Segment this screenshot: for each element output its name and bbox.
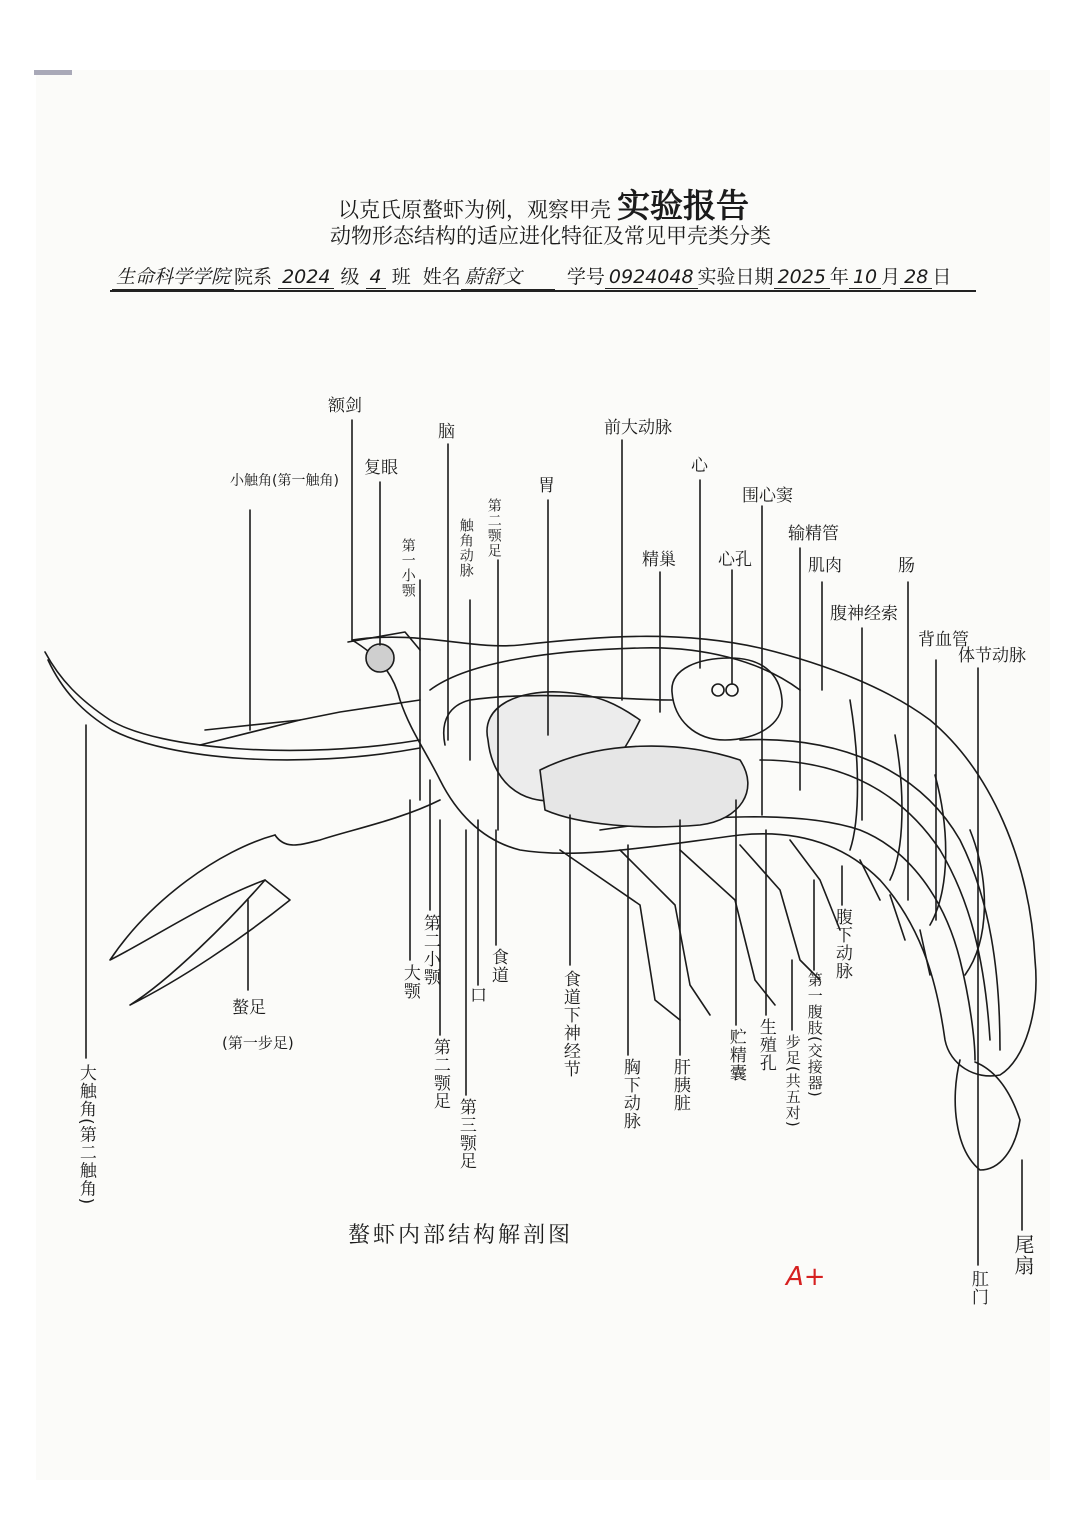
label-antenna: 大触角(第二触角) <box>75 1064 96 1206</box>
antennule-stalk <box>205 700 420 730</box>
label-seminal-vesicle: 贮精囊 <box>725 1028 746 1082</box>
walking-leg-2 <box>620 850 710 1015</box>
label-muscle: 肌肉 <box>808 556 842 576</box>
walking-leg-3 <box>680 850 775 1005</box>
label-ostium: 心孔 <box>718 550 752 570</box>
antenna-flagellum-2 <box>48 660 420 760</box>
intestine-tube <box>760 760 990 1040</box>
cheliped-claw-lower <box>130 880 290 1005</box>
month-label: 月 <box>881 266 901 288</box>
label-telson: 尾扇 <box>1011 1234 1035 1276</box>
id-label: 学号 <box>566 266 605 288</box>
label-sternal-artery: 胸下动脉 <box>619 1058 640 1130</box>
label-anterior-aorta: 前大动脉 <box>604 418 672 438</box>
day-value: 28 <box>900 266 932 289</box>
class-label: 班 <box>391 266 411 288</box>
name-value: 蔚舒文 <box>461 262 555 290</box>
label-intestine: 肠 <box>898 556 915 576</box>
body-outline <box>352 636 1036 1076</box>
label-compound-eye: 复眼 <box>364 458 398 478</box>
grade-value: 2024 <box>278 266 334 289</box>
label-brain: 脑 <box>438 422 455 442</box>
label-pericardial-sinus: 围心窦 <box>742 486 793 506</box>
label-maxilliped-2: 第二颚足 <box>485 498 502 558</box>
dept-value: 生命科学学院 <box>112 262 234 290</box>
label-cheliped: 螯足 <box>232 998 266 1018</box>
ostium-right <box>726 684 738 696</box>
cheliped-arm <box>275 800 440 845</box>
label-ventral-nerve-cord: 腹神经索 <box>830 604 898 624</box>
label-mandible: 大颚 <box>399 964 420 1000</box>
label-ventral-artery: 腹下动脉 <box>831 908 852 980</box>
label-vas-deferens: 输精管 <box>788 524 839 544</box>
month-value: 10 <box>849 266 881 289</box>
pleopod-3 <box>920 930 930 975</box>
report-subtitle: 动物形态结构的适应进化特征及常见甲壳类分类 <box>330 224 771 248</box>
antenna-flagellum <box>45 652 420 750</box>
carapace-line <box>430 648 800 690</box>
label-heart: 心 <box>691 456 708 476</box>
pleopod-1 <box>860 860 880 900</box>
label-testis: 精巢 <box>642 550 676 570</box>
label-cheliped-note: (第一步足) <box>222 1034 294 1052</box>
label-antennule: 小触角(第一触角) <box>230 473 339 489</box>
abdomen-segment-4 <box>965 830 984 975</box>
label-pleopod-1: 第一腹肢(交接器) <box>805 972 824 1098</box>
year-label: 年 <box>829 266 849 288</box>
label-esophagus: 食道 <box>487 948 508 984</box>
label-antennal-artery: 触角动脉 <box>457 518 474 578</box>
dept-label: 院系 <box>234 266 273 288</box>
label-hepatopancreas: 肝胰脏 <box>669 1058 690 1112</box>
diagram-caption: 螯虾内部结构解剖图 <box>348 1223 574 1248</box>
year-value: 2025 <box>774 266 830 289</box>
label-stomach: 胃 <box>538 476 555 496</box>
label-walking-leg: 步足(共五对) <box>783 1034 802 1128</box>
compound-eye-shape <box>366 644 394 672</box>
teacher-grade: A+ <box>786 1262 826 1292</box>
label-maxilla-2: 第二小颚 <box>419 914 440 986</box>
title-prefix: 以克氏原螯虾为例，观察甲壳 <box>338 198 611 222</box>
title-main: 实验报告 <box>617 186 749 225</box>
date-label: 实验日期 <box>697 266 774 288</box>
id-value: 0924048 <box>605 266 698 289</box>
label-subesophageal-ganglion: 食道下神经节 <box>559 970 580 1078</box>
ostium-left <box>712 684 724 696</box>
name-label: 姓名 <box>422 266 461 288</box>
grade-label: 级 <box>340 266 360 288</box>
label-segmental-artery: 体节动脉 <box>958 646 1026 666</box>
abdomen-segment-2 <box>890 735 902 880</box>
class-value: 4 <box>366 266 386 289</box>
label-mouth: 口 <box>470 986 487 1006</box>
label-anus: 肛门 <box>967 1270 988 1306</box>
label-maxilla-1: 第一小颚 <box>399 538 416 598</box>
label-rostrum: 额剑 <box>328 396 362 416</box>
label-dorsal-vessel: 背血管 <box>918 630 969 650</box>
label-maxilliped-2b: 第二颚足 <box>429 1038 450 1110</box>
label-maxilliped-3: 第三颚足 <box>455 1098 476 1170</box>
day-label: 日 <box>932 266 952 288</box>
label-gonopore: 生殖孔 <box>755 1018 776 1072</box>
hepatopancreas-outline <box>540 746 748 827</box>
